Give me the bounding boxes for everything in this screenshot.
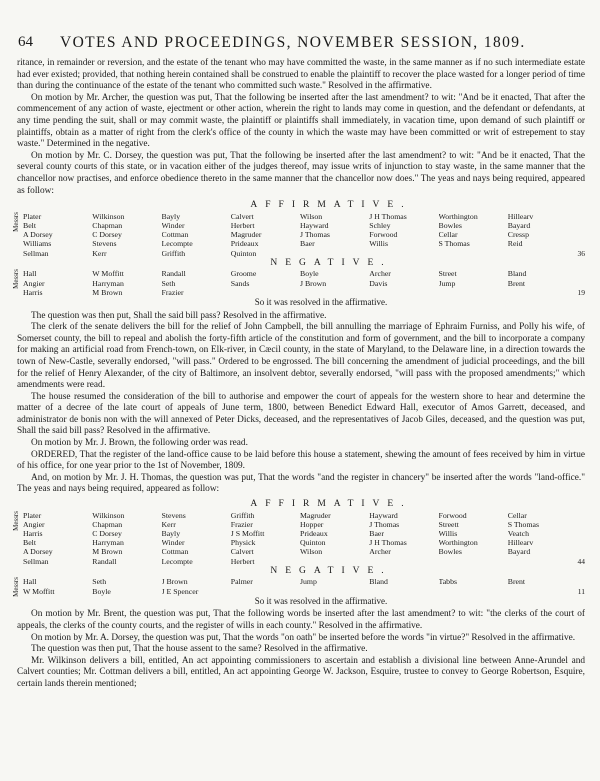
member-name: Randall [161, 269, 186, 279]
member-name: Street [438, 269, 457, 279]
member-name: Lecompte [161, 239, 193, 249]
member-name: Bayard [507, 220, 531, 230]
member-name: J E Spencer [161, 586, 199, 596]
member-name: Bayard [507, 547, 531, 557]
member-name: Winder [161, 538, 185, 548]
member-name: A Dorsey [23, 230, 53, 240]
member-name [439, 288, 502, 297]
page-header [18, 34, 582, 54]
paragraph: On motion by Mr. J. Brown, the following order was read. [31, 438, 248, 449]
member-name [231, 288, 294, 297]
member-name: Kerr [161, 519, 176, 529]
member-name [300, 249, 363, 258]
member-name: Tabbs [438, 577, 458, 587]
member-name: Seth [161, 278, 176, 288]
member-name: M Brown [92, 287, 123, 297]
member-name: Hillearv [507, 538, 534, 548]
vote-count: 11 [577, 587, 585, 597]
messrs-label: Messrs [12, 510, 20, 531]
member-name [439, 249, 502, 258]
vote-count: 36 [577, 248, 585, 258]
member-name: Cressp [507, 230, 529, 240]
member-name: Magruder [230, 230, 262, 240]
member-name: Willis [369, 239, 388, 249]
member-name: Jump [438, 278, 456, 288]
member-name [508, 557, 571, 566]
vote-names-block [12, 269, 585, 298]
member-name: J Thomas [300, 230, 330, 240]
member-name: Sellman [23, 556, 49, 566]
member-name [439, 557, 502, 566]
member-name: Kerr [92, 248, 107, 258]
vote-names-grid [23, 577, 571, 595]
member-name [508, 249, 571, 258]
member-name: Cottman [161, 547, 189, 557]
page-number: 64 [18, 34, 33, 50]
member-name: Griffith [161, 248, 186, 258]
member-name: Griffith [230, 510, 255, 520]
member-name: Cottman [161, 230, 189, 240]
member-name: Baer [369, 529, 384, 539]
member-name: Magruder [300, 510, 331, 520]
member-name: Veatch [507, 529, 529, 539]
member-name: Plater [23, 510, 42, 520]
paragraph: On motion by Mr. Brent, the question was put, That the following words be inserted after the last amendment? to wit: "the clerks of the court of appeals, the clerks of the county courts, and the register of wills in each county." Resolved in the affirmative. [17, 609, 585, 632]
vote-section-heading: AFFIRMATIVE. [250, 200, 412, 211]
member-name: Schley [369, 220, 391, 230]
member-name: Worthington [438, 538, 478, 548]
vote-result: So it was resolved in the affirmative. [254, 296, 388, 307]
member-name: Davis [369, 278, 388, 288]
member-name [508, 587, 571, 596]
member-name: Forwood [438, 510, 467, 520]
member-name: Herbert [230, 556, 255, 566]
vote-count: 19 [577, 288, 585, 298]
member-name: Randall [92, 556, 117, 566]
member-name: J S Moffitt [230, 529, 265, 539]
member-name: Wilson [300, 211, 323, 221]
member-name [508, 288, 571, 297]
running-head: VOTES AND PROCEEDINGS, NOVEMBER SESSION, 1809. [60, 34, 526, 51]
member-name: Reid [507, 239, 523, 249]
member-name: Harryman [92, 278, 124, 288]
member-name: Hall [23, 269, 37, 279]
paragraph: ritance, in remainder or reversion, and the estate of the tenant who may have committed the waste, in the same manner as if no such intermediate estate had ever existed; provided, that nothing herein contained shall be construed to enable the plaintiff to recover the place wasted for a longer period of time than during the continuance of the estate of the tenant who committed such waste." Resolved in the affirmative. [17, 58, 585, 92]
member-name: Sellman [23, 248, 49, 258]
vote-names-grid [23, 212, 571, 258]
member-name: Bayly [161, 529, 181, 539]
member-name [439, 587, 502, 596]
member-name [369, 249, 432, 258]
paragraph: The question was then put, Shall the said bill pass? Resolved in the affirmative. [31, 310, 327, 321]
member-name: Cellar [507, 510, 527, 520]
paragraph: The question was then put, That the house assent to the same? Resolved in the affirmative. [31, 644, 368, 655]
member-name: Harris [23, 287, 43, 297]
member-name: Plater [23, 211, 42, 221]
vote-table-2 [12, 499, 585, 607]
member-name: Brent [507, 577, 526, 587]
member-name: Groome [230, 269, 257, 279]
member-name: C Dorsey [92, 230, 122, 240]
member-name: Forwood [369, 230, 398, 240]
member-name: Hall [23, 577, 37, 587]
messrs-label: Messrs [12, 577, 20, 598]
member-name: Wilson [300, 547, 323, 557]
member-name: Boyle [300, 269, 319, 279]
member-name: Hayward [300, 220, 329, 230]
paragraph: On motion by Mr. Archer, the question was put, That the following be inserted after the last amendment? to wit: "And be it enacted, That after the commencement of any action of waste, ejectment or other action, wherein the right to lands may come in question, and the defendant or defendants, at any time pending the suit, shall or may commit waste, the plaintiff or plaintiffs shall immediately, in vacation time, upon demand of such plaintiff or plaintiffs, obtain as a matter of right from the clerk's office of the county in which the waste may have been committed or writ of estrepement to stay waste." Determined in the negative. [17, 92, 585, 150]
member-name: Bowles [438, 547, 462, 557]
member-name [300, 587, 363, 596]
vote-count: 44 [577, 556, 585, 566]
member-name: Stevens [161, 510, 186, 520]
member-name: W Moffitt [23, 586, 55, 596]
paragraph: On motion by Mr. C. Dorsey, the question was put, That the following be inserted after the last amendment? to wit: "And be it enacted, That the several county courts of this state, or in vacation either of the judges thereof, may issue writs of injunction to stay waste, in the same manner that the chancellor now practises, and enforce obedience thereto in the same manner that the chancellor now does." The yeas and nays being required, appeared as follow: [17, 150, 585, 196]
member-name: Archer [369, 547, 391, 557]
member-name [369, 288, 432, 297]
member-name: Prideaux [230, 239, 259, 249]
member-name: Lecompte [161, 556, 193, 566]
vote-names-grid [23, 511, 571, 566]
member-name: S Thomas [438, 239, 470, 249]
member-name: Harryman [92, 538, 124, 548]
member-name: Brent [507, 278, 526, 288]
member-name: Hillearv [507, 211, 534, 221]
vote-section-heading: AFFIRMATIVE. [250, 499, 412, 510]
paragraph: On motion by Mr. A. Dorsey, the question was put, That the words "on oath" be inserted before the words "in virtue?" Resolved in the affirmative. [31, 632, 576, 643]
member-name: Belt [23, 220, 36, 230]
member-name: Seth [92, 577, 107, 587]
member-name: J Thomas [369, 519, 400, 529]
member-name: J H Thomas [369, 211, 407, 221]
member-name: Boyle [92, 586, 111, 596]
vote-names-grid [23, 269, 571, 297]
member-name [369, 587, 432, 596]
member-name: Sands [230, 278, 250, 288]
member-name: Angier [23, 519, 45, 529]
vote-names-block [12, 211, 585, 258]
member-name: Calvert [230, 211, 254, 221]
member-name: Winder [161, 220, 185, 230]
member-name: Herbert [230, 220, 255, 230]
vote-section-heading: NEGATIVE. [270, 257, 392, 268]
member-name: Physick [230, 538, 256, 548]
paragraph: And, on motion by Mr. J. H. Thomas, the question was put, That the words "and the register in chancery" be inserted after the words "land-office." The yeas and nays being required, appeared as follow: [17, 472, 585, 495]
messrs-label: Messrs [12, 269, 20, 290]
member-name: Calvert [230, 547, 254, 557]
member-name: Bland [369, 577, 388, 587]
member-name: J H Thomas [369, 538, 407, 548]
member-name: Belt [23, 538, 36, 548]
paragraph: The house resumed the consideration of the bill to authorise and empower the court of appeals for the western shore to hear and determine the matter of a decree of the late court of appeals of June term, 1800, between Benedict Edward Hall, executor of Amos Garrett, deceased, and administrator de bonis non with the will annexed of Peter Dicks, deceased, and the representatives of Jacob Giles, deceased, and the question was put, Shall the said bill pass? Resolved in the affirmative. [17, 391, 585, 437]
member-name: Wilkinson [92, 211, 125, 221]
member-name [300, 557, 363, 566]
member-name: Hopper [300, 519, 324, 529]
vote-names-block [12, 577, 585, 598]
member-name [231, 587, 294, 596]
member-name: Bland [507, 269, 527, 279]
member-name: Stevens [92, 239, 117, 249]
vote-names-block [12, 510, 585, 566]
member-name: C Dorsey [92, 529, 122, 539]
member-name [300, 288, 363, 297]
member-name: Frazier [230, 519, 253, 529]
member-name: Cellar [438, 230, 458, 240]
member-name: Harris [23, 529, 43, 539]
member-name: Palmer [230, 577, 253, 587]
member-name: Frazier [161, 287, 184, 297]
member-name: S Thomas [507, 519, 540, 529]
messrs-label: Messrs [12, 211, 20, 232]
paragraph: ORDERED, That the register of the land-office cause to be laid before this house a statement, shewing the amount of fees received by him in virtue of his office, for one year prior to the 1st of November, 1809. [17, 449, 585, 472]
vote-table-1 [12, 200, 585, 308]
member-name: A Dorsey [23, 547, 53, 557]
member-name: Prideaux [300, 529, 328, 539]
member-name: Chapman [92, 220, 123, 230]
member-name: Hayward [369, 510, 398, 520]
member-name [369, 557, 432, 566]
paragraph: The clerk of the senate delivers the bill for the relief of John Campbell, the bill annulling the marriage of Ephraim Furniss, and Polly his wife, of Somerset county, the bill to repeal and abolish the forty-fifth article of the constitution and form of government, and the bill to incorporate a company for making an artificial road from French-town, on Elk-river, in Cæcil county, in the state of Maryland, to the Delaware line, in a direction towards the town of New-Castle, severally endorsed, "will pass." Ordered to be engrossed. The bill concerning the amendment of judicial proceedings, and the bill for the relief of Henry Alexander, of the city of Baltimore, an insolvent debtor, severally endorsed, "will pass with the proposed amendments;" which amendments were read. [17, 322, 585, 391]
member-name: Quinton [300, 538, 326, 548]
member-name: W Moffitt [92, 269, 124, 279]
member-name: Willis [438, 529, 458, 539]
member-name: Chapman [92, 519, 123, 529]
member-name: Quinton [230, 248, 257, 258]
member-name: Williams [23, 239, 52, 249]
member-name: Worthington [438, 211, 478, 221]
page-body [12, 58, 585, 691]
member-name: Wilkinson [92, 510, 125, 520]
member-name: J Brown [161, 577, 188, 587]
member-name: Bowles [438, 220, 462, 230]
member-name: M Brown [92, 547, 123, 557]
vote-section-heading: NEGATIVE. [270, 565, 392, 576]
paragraph: Mr. Wilkinson delivers a bill, entitled, An act appointing commissioners to ascertain and establish a divisional line between Anne-Arundel and Calvert counties; Mr. Cottman delivers a bill, entitled, An act appointing George W. Jackson, Esquire, trustee to convey to George Robertson, Esquire, certain lands therein mentioned; [17, 655, 585, 689]
vote-result: So it was resolved in the affirmative. [254, 595, 388, 606]
member-name: Archer [369, 269, 391, 279]
member-name: Jump [300, 577, 317, 587]
member-name: Bayly [161, 211, 181, 221]
member-name: Baer [300, 239, 315, 249]
member-name: Streett [438, 519, 459, 529]
member-name: J Brown [300, 278, 327, 288]
member-name: Angier [23, 278, 45, 288]
